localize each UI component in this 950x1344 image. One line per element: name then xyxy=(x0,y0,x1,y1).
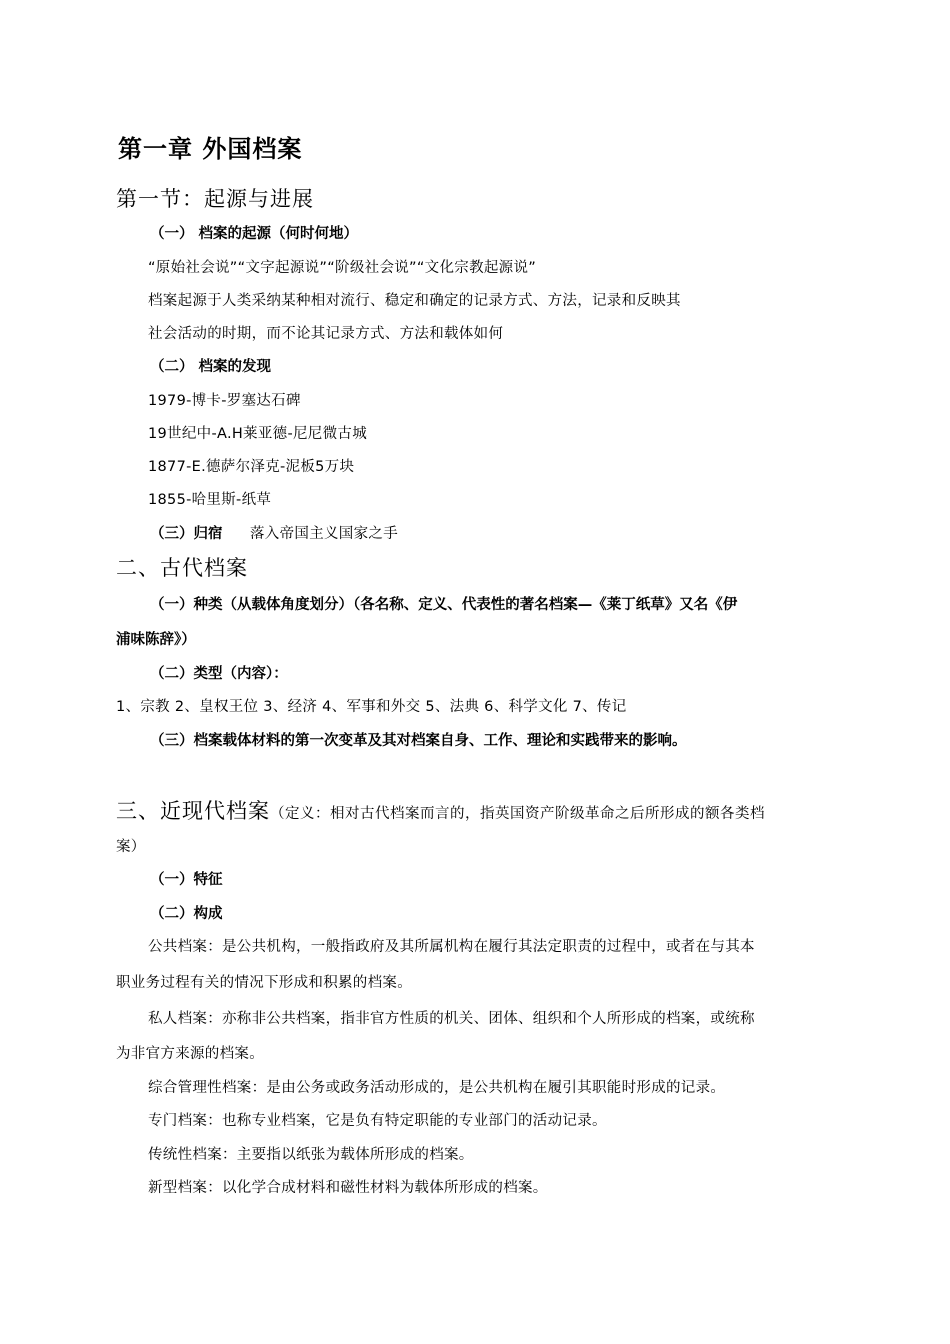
section3-heading: 三、近现代档案 xyxy=(116,799,270,823)
discovery-item: 19世纪中-A.H莱亚德-尼尼微古城 xyxy=(148,426,367,442)
section2-sub1-line1: （一）种类（从载体角度划分）（各名称、定义、代表性的著名档案—《莱丁纸草》又名《伊 xyxy=(150,597,738,613)
section3-definition-line2: 案） xyxy=(116,839,146,855)
section2-sub2: （二）类型（内容）： xyxy=(150,666,288,682)
public-archives-line1: 公共档案：是公共机构，一般指政府及其所属机构在履行其法定职责的过程中，或者在与其本 xyxy=(148,939,755,955)
section3-sub1: （一）特征 xyxy=(150,872,223,888)
general-archives: 综合管理性档案：是由公务或政务活动形成的，是公共机构在履引其职能时形成的记录。 xyxy=(148,1080,726,1096)
origin-definition-line2: 社会活动的时期，而不论其记录方式、方法和载体如何 xyxy=(148,326,504,342)
discovery-item: 1877-E.德萨尔泽克-泥板5万块 xyxy=(148,459,355,475)
section3-sub2: （二）构成 xyxy=(150,906,223,922)
chapter-title: 第一章 外国档案 xyxy=(118,135,303,163)
section1-sub2: （二） 档案的发现 xyxy=(150,359,272,375)
special-archives: 专门档案：也称专业档案，它是负有特定职能的专业部门的活动记录。 xyxy=(148,1113,607,1129)
section2-sub3: （三）档案载体材料的第一次变革及其对档案自身、工作、理论和实践带来的影响。 xyxy=(150,733,687,749)
public-archives-line2: 职业务过程有关的情况下形成和积累的档案。 xyxy=(116,975,412,991)
archive-types-list: 1、宗教 2、皇权王位 3、经济 4、军事和外交 5、法典 6、科学文化 7、传记 xyxy=(116,699,627,715)
new-type-archives: 新型档案：以化学合成材料和磁性材料为载体所形成的档案。 xyxy=(148,1180,548,1196)
section1-sub1: （一） 档案的起源（何时何地） xyxy=(150,226,359,242)
discovery-item: 1979-博卡-罗塞达石碑 xyxy=(148,393,301,409)
section3-definition-line1: （定义：相对古代档案而言的，指英国资产阶级革命之后所形成的额各类档 xyxy=(270,806,765,822)
private-archives-line1: 私人档案：亦称非公共档案，指非官方性质的机关、团体、组织和个人所形成的档案，或统称 xyxy=(148,1011,755,1027)
section1-heading: 第一节：起源与进展 xyxy=(116,187,314,211)
origin-definition-line1: 档案起源于人类采纳某种相对流行、稳定和确定的记录方式、方法，记录和反映其 xyxy=(148,293,681,309)
section2-heading: 二、古代档案 xyxy=(116,556,248,580)
origin-theories: “原始社会说”“文字起源说”“阶级社会说”“文化宗教起源说” xyxy=(148,260,537,276)
section3-heading-row xyxy=(116,801,765,822)
private-archives-line2: 为非官方来源的档案。 xyxy=(116,1046,264,1062)
discovery-item: 1855-哈里斯-纸草 xyxy=(148,492,272,508)
section1-sub3-label: （三）归宿 xyxy=(150,526,223,542)
section2-sub1-line2: 浦味陈辞》） xyxy=(116,632,196,648)
section1-sub3-text: 落入帝国主义国家之手 xyxy=(250,526,398,542)
traditional-archives: 传统性档案：主要指以纸张为载体所形成的档案。 xyxy=(148,1147,474,1163)
